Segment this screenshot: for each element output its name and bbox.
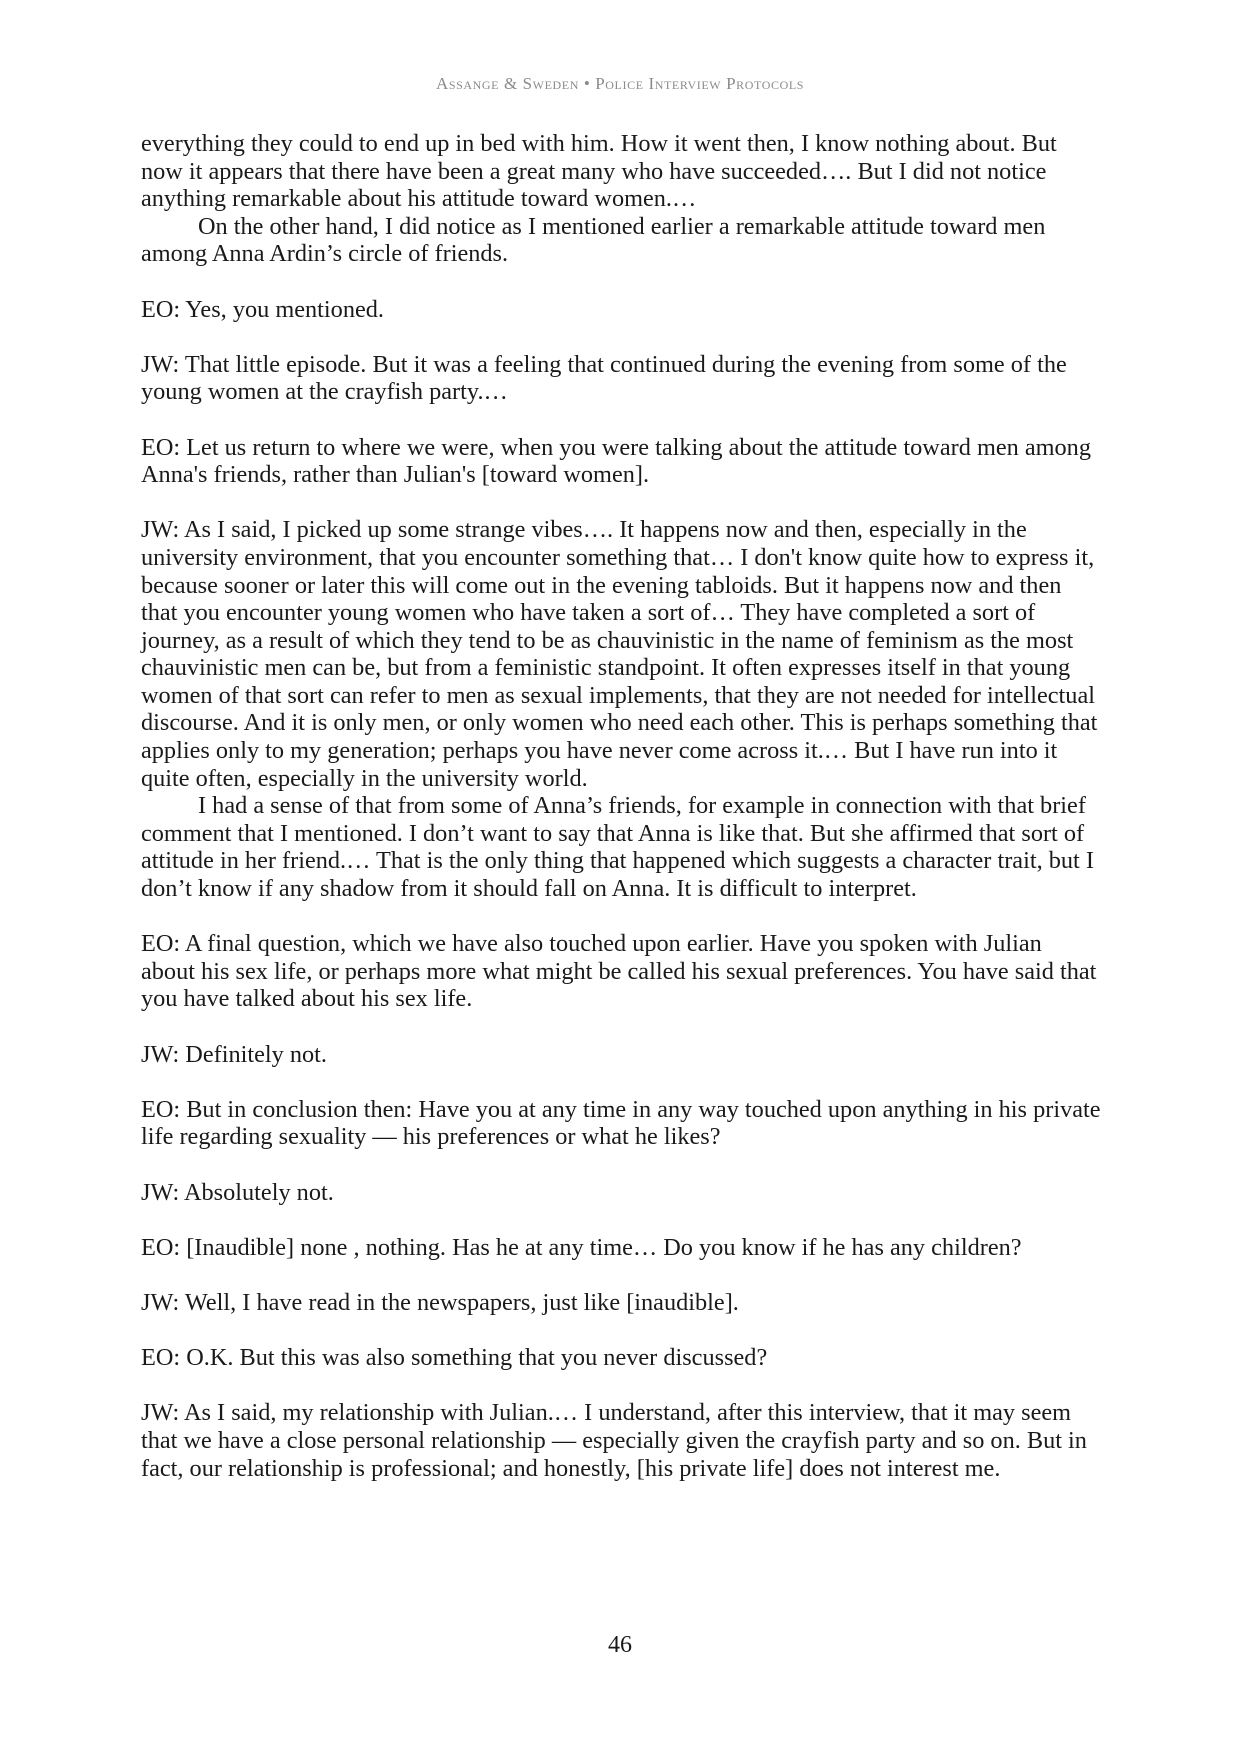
running-head: Assange & Sweden • Police Interview Protocols [435,74,805,93]
paragraph: EO: Yes, you mentioned. [141,295,384,323]
paragraph: EO: O.K. But this was also something that you never discussed? [141,1344,768,1372]
page-number: 46 [608,1632,632,1658]
paragraph: everything they could to end up in bed with him. How it went then, I know nothing about. But now it appears that there have been a great many who have succeeded…. But I did not notice anything remarkable about his attitude toward women.… [141,130,1057,213]
document-body [141,130,1101,1482]
paragraph: JW: Definitely not. [141,1040,328,1068]
paragraph: EO: A final question, which we have also touched upon earlier. Have you spoken with Julian about his sex life, or perhaps more what might be called his sexual preferences. You have said that you have talked about his sex life. [141,930,1097,1013]
paragraph: On the other hand, I did notice as I mentioned earlier a remarkable attitude toward men among Anna Ardin’s circle of friends. [141,212,1046,268]
paragraph: JW: Absolutely not. [141,1178,334,1206]
paragraph: JW: That little episode. But it was a feeling that continued during the evening from some of the young women at the crayfish party.… [141,350,1067,406]
paragraph: EO: [Inaudible] none , nothing. Has he at any time… Do you know if he has any children? [141,1233,1022,1261]
paragraph: JW: As I said, my relationship with Julian.… I understand, after this interview, that it may seem that we have a close personal relationship — especially given the crayfish party and so on. But in fact, our relationship is professional; and honestly, [his private life] does not interest me. [141,1399,1087,1482]
paragraph: EO: But in conclusion then: Have you at any time in any way touched upon anything in his private life regarding sexuality — his preferences or what he likes? [141,1095,1101,1151]
paragraph: JW: As I said, I picked up some strange vibes…. It happens now and then, especially in the university environment, that you encounter something that… I don't know quite how to express it, because sooner or later this will come out in the evening tabloids. But it happens now and then that you encounter young women who have taken a sort of… They have completed a sort of journey, as a result of which they tend to be as chauvinistic in the name of feminism as the most chauvinistic men can be, but from a feministic standpoint. It often expresses itself in that young women of that sort can refer to men as sexual implements, that they are not needed for intellectual discourse. And it is only men, or only women who need each other. This is perhaps something that applies only to my generation; perhaps you have never come across it.… But I have run into it quite often, especially in the university world. [141,516,1098,792]
paragraph: EO: Let us return to where we were, when you were talking about the attitude toward men among Anna's friends, rather than Julian's [toward women]. [141,433,1091,489]
paragraph: JW: Well, I have read in the newspapers, just like [inaudible]. [141,1288,739,1316]
paragraph: I had a sense of that from some of Anna’s friends, for example in connection with that brief comment that I mentioned. I don’t want to say that Anna is like that. But she affirmed that sort of attitude in her friend.… That is the only thing that happened which suggests a character trait, but I don’t know if any shadow from it should fall on Anna. It is difficult to interpret. [141,792,1094,903]
